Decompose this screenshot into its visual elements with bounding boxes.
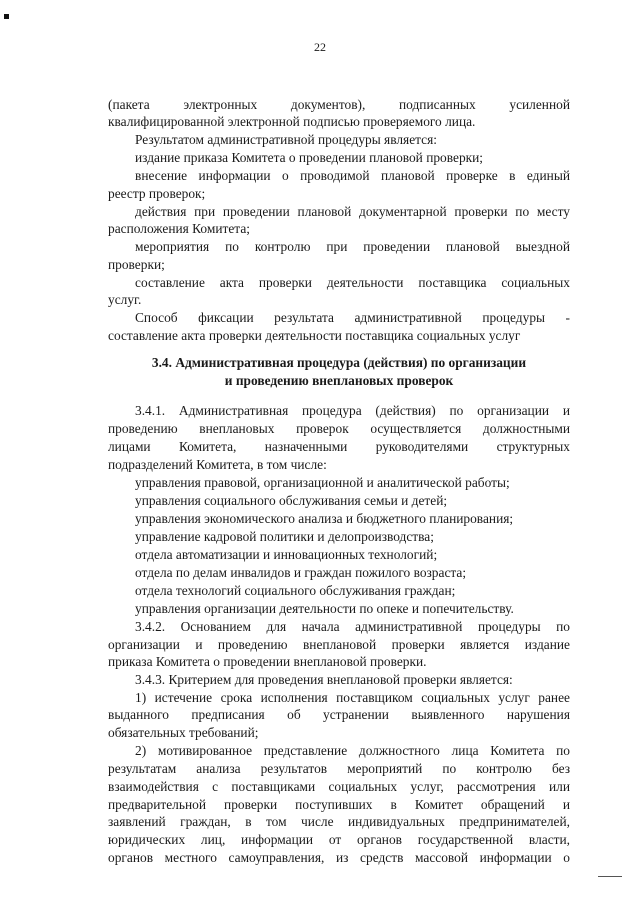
text-line: внесение информации о проводимой плановой проверке в единый bbox=[135, 168, 570, 183]
text-line: приказа Комитета о проведении внеплановой проверки. bbox=[108, 654, 427, 669]
scan-mark bbox=[4, 14, 9, 19]
text-line: управления правовой, организационной и аналитической работы; bbox=[135, 475, 510, 490]
text-line: проведению внеплановых проверок осуществляется должностными bbox=[108, 421, 570, 436]
text-line: подразделений Комитета, в том числе: bbox=[108, 457, 327, 472]
text-line: 3.4.3. Критерием для проведения внеплановой проверки является: bbox=[135, 672, 513, 687]
text-line: отдела автоматизации и инновационных технологий; bbox=[135, 547, 438, 562]
text-line: (пакета электронных документов), подписанных усиленной bbox=[108, 97, 570, 112]
text-line: 1) истечение срока исполнения поставщиком социальных услуг ранее bbox=[135, 690, 570, 705]
text-line: управления экономического анализа и бюджетного планирования; bbox=[135, 511, 514, 526]
text-line: органов местного самоуправления, из средств массовой информации о bbox=[108, 850, 570, 865]
text-line: выданного предписания об устранении выявленного нарушения bbox=[108, 707, 570, 722]
text-line: реестр проверок; bbox=[108, 186, 206, 201]
text-line: предварительной проверки поступивших в Комитет обращений и bbox=[108, 797, 570, 812]
text-line: организации и проведению внеплановой проверки является издание bbox=[108, 637, 570, 652]
scan-artifact-line bbox=[598, 876, 622, 877]
text-line: Результатом административной процедуры является: bbox=[135, 132, 437, 147]
text-line: обязательных требований; bbox=[108, 725, 259, 740]
text-line: составление акта проверки деятельности поставщика социальных услуг bbox=[108, 328, 521, 343]
text-line: управления социального обслуживания семьи и детей; bbox=[135, 493, 448, 508]
text-line: заявлений граждан, в том числе индивидуальных предпринимателей, bbox=[108, 814, 570, 829]
section-heading-line: 3.4. Административная процедура (действия) по организации bbox=[151, 355, 527, 370]
text-line: результатам анализа результатов мероприятий по контролю без bbox=[108, 761, 570, 776]
text-line: 3.4.2. Основанием для начала административной процедуры по bbox=[135, 619, 570, 634]
text-line: составление акта проверки деятельности поставщика социальных bbox=[135, 275, 570, 290]
text-line: отдела по делам инвалидов и граждан пожилого возраста; bbox=[135, 565, 467, 580]
text-line: Способ фиксации результата административной процедуры - bbox=[135, 310, 570, 325]
text-line: управление кадровой политики и делопроизводства; bbox=[135, 529, 434, 544]
text-line: расположения Комитета; bbox=[108, 221, 250, 236]
text-line: юридических лиц, информации от органов государственной власти, bbox=[108, 832, 570, 847]
section-heading-line: и проведению внеплановых проверок bbox=[224, 373, 454, 388]
text-line: услуг. bbox=[108, 292, 142, 307]
text-line: мероприятия по контролю при проведении плановой выездной bbox=[135, 239, 570, 254]
text-line: проверки; bbox=[108, 257, 165, 272]
text-line: лицами Комитета, назначенными руководителями структурных bbox=[108, 439, 570, 454]
page-number: 22 bbox=[314, 40, 326, 54]
text-line: взаимодействия с поставщиками социальных услуг, рассмотрения или bbox=[108, 779, 570, 794]
text-line: квалифицированной электронной подписью проверяемого лица. bbox=[108, 114, 476, 129]
text-line: управления организации деятельности по опеке и попечительству. bbox=[135, 601, 514, 616]
text-line: 2) мотивированное представление должностного лица Комитета по bbox=[135, 743, 570, 758]
text-line: 3.4.1. Административная процедура (действия) по организации и bbox=[135, 403, 570, 418]
text-line: отдела технологий социального обслуживания граждан; bbox=[135, 583, 456, 598]
text-line: действия при проведении плановой документарной проверки по месту bbox=[135, 204, 570, 219]
text-line: издание приказа Комитета о проведении плановой проверки; bbox=[135, 150, 484, 165]
